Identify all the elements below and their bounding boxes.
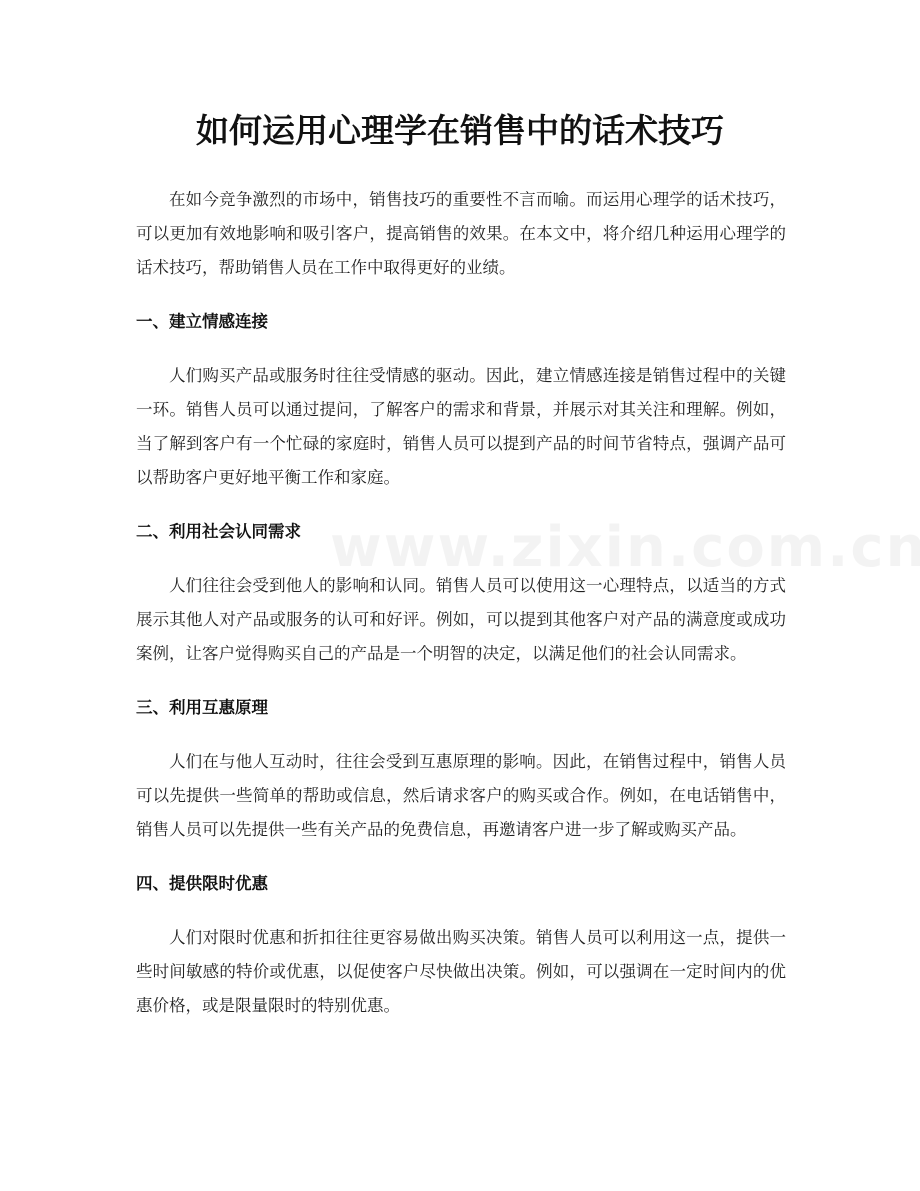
section-paragraph: 人们在与他人互动时，往往会受到互惠原理的影响。因此，在销售过程中，销售人员可以先提供一些简单的帮助或信息，然后请求客户的购买或合作。例如，在电话销售中，销售人员可以先提供一些有关产品的免费信息，再邀请客户进一步了解或购买产品。 — [136, 752, 786, 839]
section-heading: 一、建立情感连接 — [136, 312, 268, 331]
section-paragraph: 人们对限时优惠和折扣往往更容易做出购买决策。销售人员可以利用这一点，提供一些时间敏感的特价或优惠，以促使客户尽快做出决策。例如，可以强调在一定时间内的优惠价格，或是限量限时的特别优惠。 — [136, 928, 786, 1015]
section-heading: 四、提供限时优惠 — [136, 874, 268, 893]
intro-paragraph: 在如今竞争激烈的市场中，销售技巧的重要性不言而喻。而运用心理学的话术技巧，可以更加有效地影响和吸引客户，提高销售的效果。在本文中，将介绍几种运用心理学的话术技巧，帮助销售人员在工作中取得更好的业绩。 — [136, 190, 786, 277]
section-paragraph: 人们往往会受到他人的影响和认同。销售人员可以使用这一心理特点，以适当的方式展示其他人对产品或服务的认可和好评。例如，可以提到其他客户对产品的满意度或成功案例，让客户觉得购买自己的产品是一个明智的决定，以满足他们的社会认同需求。 — [136, 576, 786, 663]
document-title: 如何运用心理学在销售中的话术技巧 — [196, 111, 724, 150]
section-heading: 二、利用社会认同需求 — [136, 522, 301, 541]
section-paragraph: 人们购买产品或服务时往往受情感的驱动。因此，建立情感连接是销售过程中的关键一环。销售人员可以通过提问，了解客户的需求和背景，并展示对其关注和理解。例如，当了解到客户有一个忙碌的家庭时，销售人员可以提到产品的时间节省特点，强调产品可以帮助客户更好地平衡工作和家庭。 — [136, 366, 786, 487]
document-body — [136, 183, 786, 1023]
section-heading: 三、利用互惠原理 — [136, 698, 268, 717]
